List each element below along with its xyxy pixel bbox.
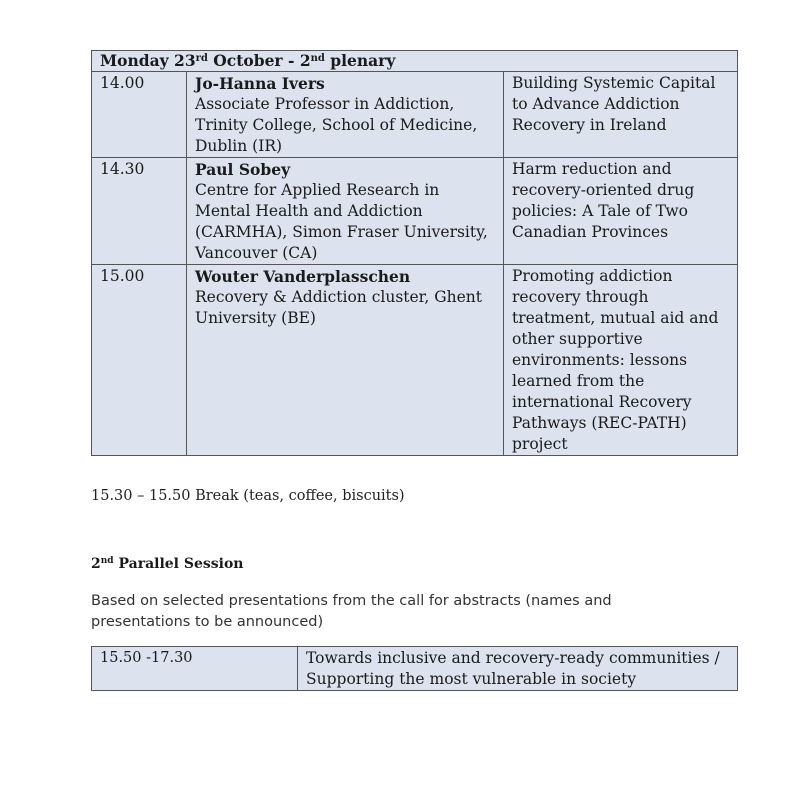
session-time: 14.30 <box>92 158 187 265</box>
speaker-name: Paul Sobey <box>195 160 291 179</box>
speaker-affiliation: Centre for Applied Research in Mental Health and Addiction (CARMHA), Simon Fraser University, Vancouver (CA) <box>195 181 488 262</box>
header-plenary-sup: nd <box>310 53 325 64</box>
speaker-cell <box>187 158 504 265</box>
talk-title: Harm reduction and recovery-oriented drug policies: A Tale of Two Canadian Provinces <box>504 158 738 265</box>
talk-title: Building Systemic Capital to Advance Addiction Recovery in Ireland <box>504 72 738 158</box>
table-row <box>92 265 738 456</box>
speaker-name: Jo-Hanna Ivers <box>195 74 325 93</box>
speaker-name: Wouter Vanderplasschen <box>195 267 411 286</box>
plenary-header <box>92 51 738 72</box>
parallel-heading-sup: nd <box>100 556 114 566</box>
parallel-session-heading <box>91 556 244 572</box>
speaker-affiliation: Recovery & Addiction cluster, Ghent University (BE) <box>195 288 482 327</box>
speaker-cell <box>187 72 504 158</box>
talk-title: Promoting addiction recovery through treatment, mutual aid and other supportive environments: lessons learned from the international Recovery Pathways (REC-PATH) project <box>504 265 738 456</box>
header-day: Monday 23 <box>100 51 196 70</box>
break-notice: 15.30 – 15.50 Break (teas, coffee, biscuits) <box>91 488 405 504</box>
parallel-session-table <box>91 646 738 691</box>
table-row <box>92 158 738 265</box>
speaker-cell <box>187 265 504 456</box>
table-row <box>92 72 738 158</box>
header-plenary-label: plenary <box>324 51 396 70</box>
session-time: 15.00 <box>92 265 187 456</box>
header-day-sup: rd <box>195 53 208 64</box>
header-month: October - 2 <box>207 51 311 70</box>
plenary-header-row <box>92 51 738 72</box>
parallel-session-description: Based on selected presentations from the call for abstracts (names and presentations to be announced) <box>91 593 612 630</box>
speaker-affiliation: Associate Professor in Addiction, Trinity College, School of Medicine, Dublin (IR) <box>195 95 478 155</box>
session-time: 14.00 <box>92 72 187 158</box>
plenary-schedule-table <box>91 50 738 456</box>
session-topic: Towards inclusive and recovery-ready communities / Supporting the most vulnerable in society <box>298 647 738 691</box>
session-time: 15.50 -17.30 <box>92 647 298 691</box>
parallel-heading-rest: Parallel Session <box>113 556 244 572</box>
parallel-heading-num: 2 <box>91 556 101 572</box>
table-row <box>92 647 738 691</box>
